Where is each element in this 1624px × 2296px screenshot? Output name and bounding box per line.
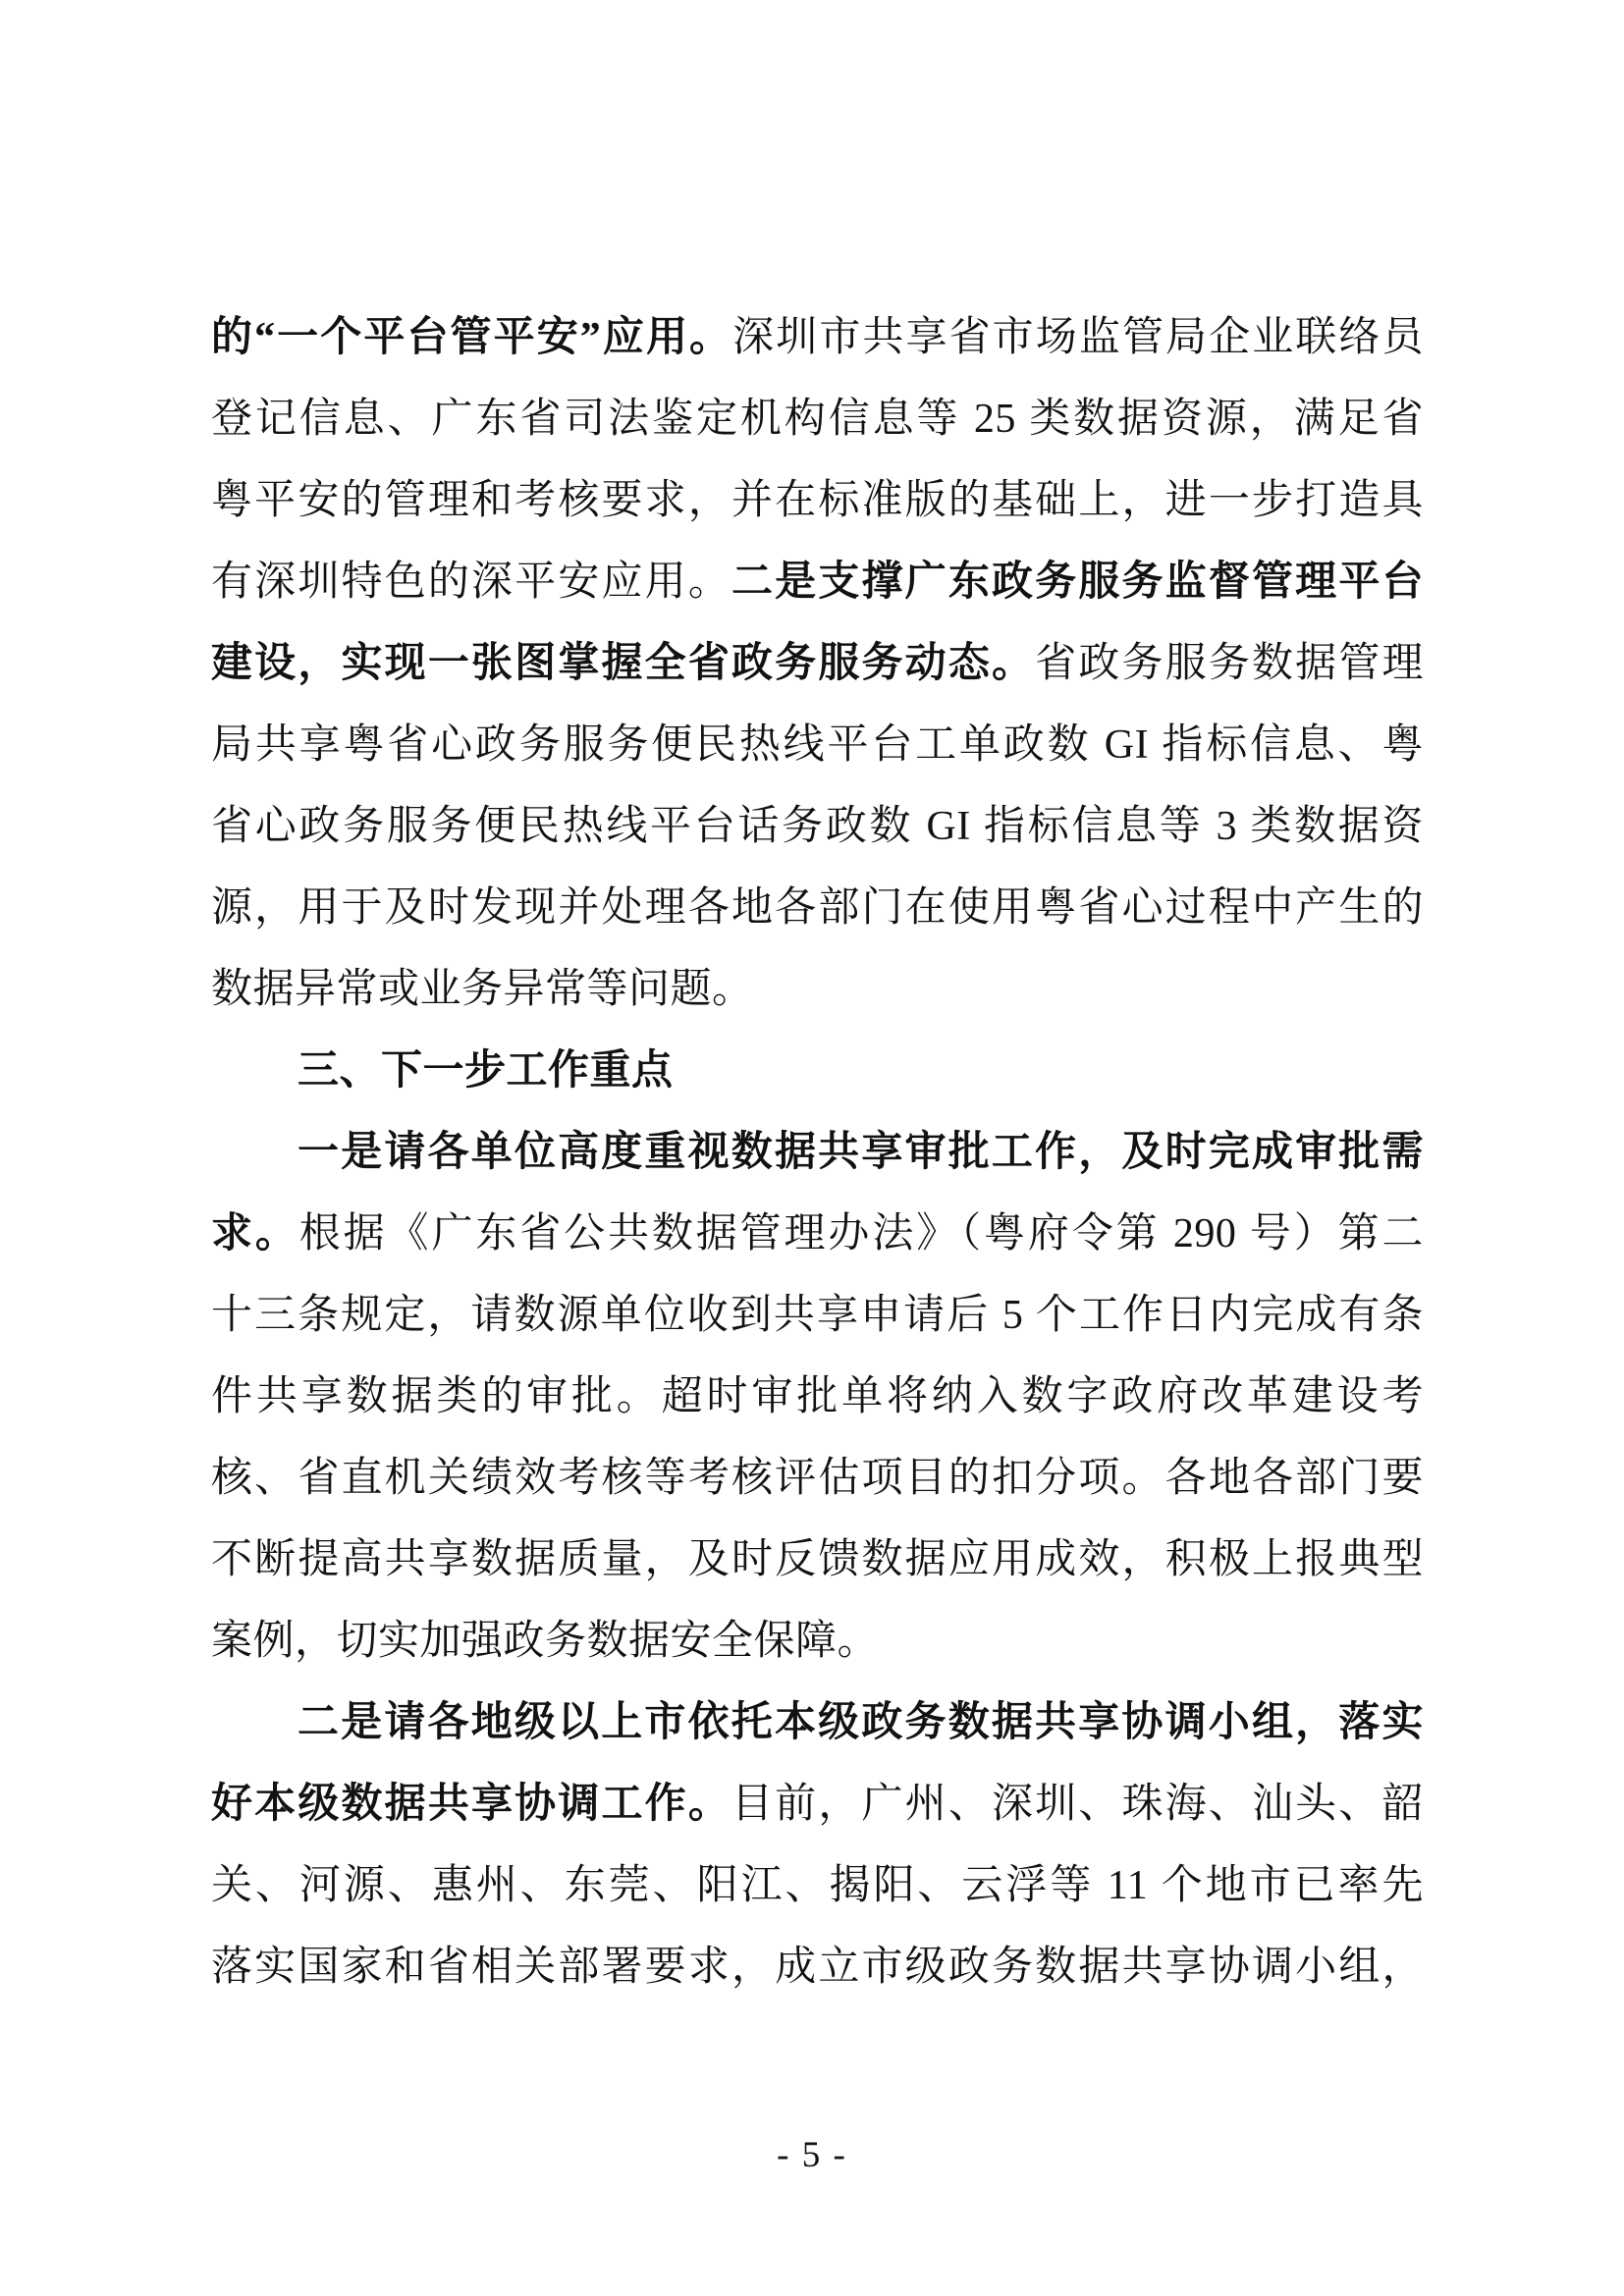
text-line bbox=[211, 297, 1424, 379]
text-line bbox=[211, 1112, 1424, 1194]
body-text: 核、省直机关绩效考核等考核评估项目的扣分项。各地各部门要 bbox=[211, 1456, 1424, 1501]
text-line bbox=[211, 1845, 1424, 1927]
body-text: 关、河源、惠州、东莞、阳江、揭阳、云浮等 11 个地市已率先 bbox=[211, 1863, 1424, 1908]
text-line bbox=[211, 1520, 1424, 1601]
body-text: 粤平安的管理和考核要求，并在标准版的基础上，进一步打造具 bbox=[211, 478, 1424, 523]
text-line bbox=[211, 623, 1424, 705]
body-text: 落实国家和省相关部署要求，成立市级政务数据共享协调小组， bbox=[211, 1945, 1424, 1990]
body-text: 件共享数据类的审批。超时审批单将纳入数字政府改革建设考 bbox=[211, 1374, 1424, 1419]
body-text: 十三条规定，请数源单位收到共享申请后 5 个工作日内完成有条 bbox=[211, 1293, 1424, 1338]
body-text: 局共享粤省心政务服务便民热线平台工单政数 GI 指标信息、粤 bbox=[211, 722, 1424, 768]
text-line bbox=[211, 1764, 1424, 1845]
body-text: 根据《广东省公共数据管理办法》（粤府令第 290 号）第二 bbox=[298, 1211, 1424, 1256]
text-line bbox=[211, 1682, 1424, 1764]
body-text: 案例，切实加强政务数据安全保障。 bbox=[211, 1619, 880, 1664]
text-line bbox=[211, 460, 1424, 542]
text-line bbox=[211, 1927, 1424, 2008]
body-text: 省政务服务数据管理 bbox=[1035, 641, 1424, 686]
text-line bbox=[211, 379, 1424, 460]
body-text: 数据异常或业务异常等问题。 bbox=[211, 967, 754, 1012]
text-line bbox=[211, 786, 1424, 868]
section-heading bbox=[211, 1031, 1424, 1112]
heading-text: 三、下一步工作重点 bbox=[298, 1048, 674, 1094]
text-line bbox=[211, 542, 1424, 623]
text-line bbox=[211, 868, 1424, 949]
body-text: 深圳市共享省市场监管局企业联络员 bbox=[732, 315, 1424, 360]
bold-text: 建设，实现一张图掌握全省政务服务动态。 bbox=[211, 641, 1036, 686]
bold-text: 二是支撑广东政务服务监督管理平台 bbox=[731, 560, 1424, 605]
document-body bbox=[211, 297, 1424, 2008]
text-line bbox=[211, 1601, 1424, 1682]
bold-text: 二是请各地级以上市依托本级政务数据共享协调小组，落实 bbox=[298, 1700, 1424, 1745]
bold-text: 好本级数据共享协调工作。 bbox=[211, 1782, 731, 1827]
bold-text: 的“一个平台管平安”应用。 bbox=[211, 315, 733, 360]
bold-text: 求。 bbox=[211, 1211, 299, 1256]
text-line bbox=[211, 1438, 1424, 1520]
page-number: - 5 - bbox=[777, 2135, 847, 2175]
body-text: 登记信息、广东省司法鉴定机构信息等 25 类数据资源，满足省 bbox=[211, 397, 1424, 442]
text-line bbox=[211, 1275, 1424, 1357]
body-text: 源，用于及时发现并处理各地各部门在使用粤省心过程中产生的 bbox=[211, 885, 1424, 931]
body-text: 有深圳特色的深平安应用。 bbox=[211, 560, 731, 605]
bold-text: 一是请各单位高度重视数据共享审批工作，及时完成审批需 bbox=[298, 1130, 1424, 1175]
text-line bbox=[211, 705, 1424, 786]
text-line bbox=[211, 949, 1424, 1031]
text-line bbox=[211, 1194, 1424, 1275]
text-line bbox=[211, 1357, 1424, 1438]
body-text: 目前，广州、深圳、珠海、汕头、韶 bbox=[731, 1782, 1424, 1827]
body-text: 不断提高共享数据质量，及时反馈数据应用成效，积极上报典型 bbox=[211, 1537, 1424, 1582]
body-text: 省心政务服务便民热线平台话务政数 GI 指标信息等 3 类数据资 bbox=[211, 804, 1424, 849]
